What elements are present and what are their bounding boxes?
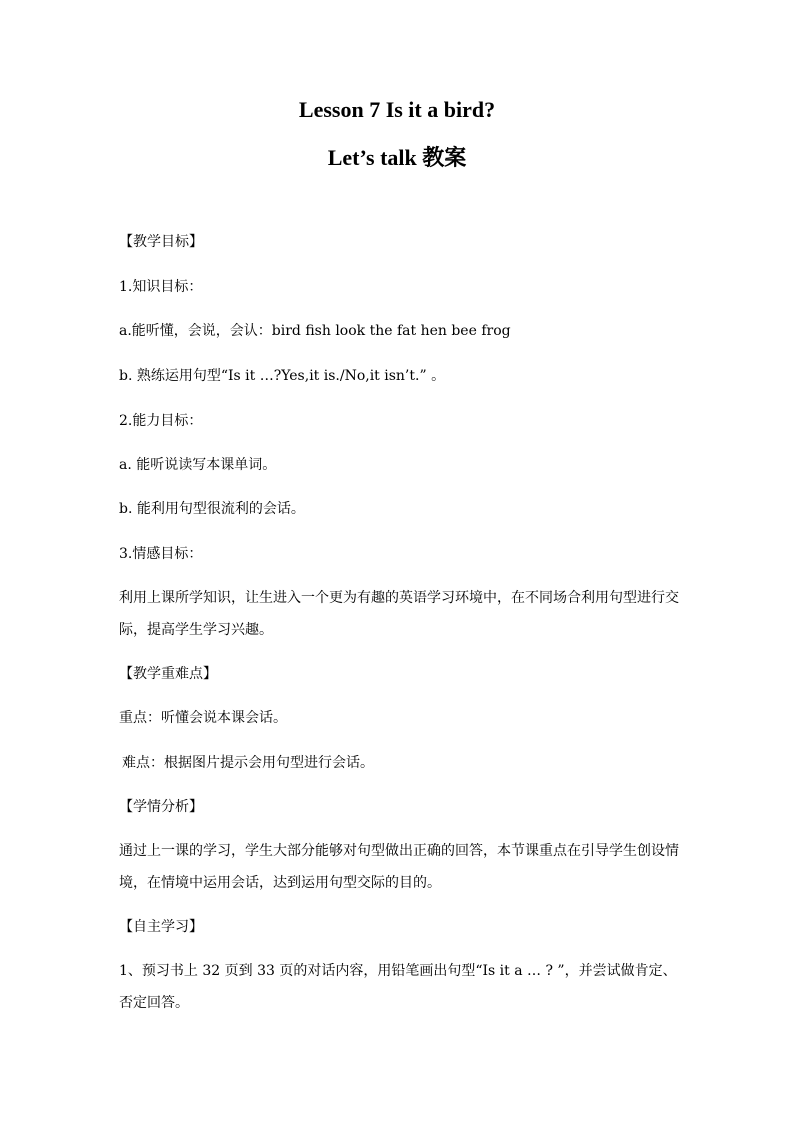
document-subtitle: Let’s talk 教案 (327, 145, 467, 170)
key-point: 重点：听懂会说本课会话。 (119, 710, 287, 726)
section-heading-objectives: 【教学目标】 (119, 234, 203, 250)
analysis-text: 通过上一课的学习，学生大部分能够对句型做出正确的回答，本节课重点在引导学生创设情境，在情境中运用会话，达到运用句型交际的目的。 (119, 843, 679, 891)
knowledge-objective-a: a.能听懂，会说，会认：bird fish look the fat hen bee frog (119, 323, 511, 339)
ability-objective-heading: 2.能力目标： (119, 413, 203, 429)
emotion-objective-text: 利用上课所学知识，让生进入一个更为有趣的英语学习环境中，在不同场合利用句型进行交际，提高学生学习兴趣。 (119, 590, 679, 638)
section-heading-keypoints: 【教学重难点】 (119, 666, 217, 682)
knowledge-objective-b: b. 熟练运用句型“Is it …?Yes,it is./No,it isn’t.” 。 (119, 368, 446, 384)
ability-objective-b: b. 能利用句型很流利的会话。 (119, 501, 305, 517)
section-heading-selfstudy: 【自主学习】 (119, 919, 203, 935)
ability-objective-a: a. 能听说读写本课单词。 (119, 457, 277, 473)
emotion-objective-heading: 3.情感目标： (119, 546, 203, 562)
selfstudy-item-1: 1、预习书上 32 页到 33 页的对话内容，用铅笔画出句型“Is it a … ? ”，并尝试做肯定、否定回答。 (119, 963, 677, 1011)
document-title: Lesson 7 Is it a bird? (298, 97, 496, 122)
knowledge-objective-heading: 1.知识目标： (119, 279, 203, 295)
section-heading-analysis: 【学情分析】 (119, 799, 203, 815)
difficult-point: 难点：根据图片提示会用句型进行会话。 (122, 755, 374, 771)
